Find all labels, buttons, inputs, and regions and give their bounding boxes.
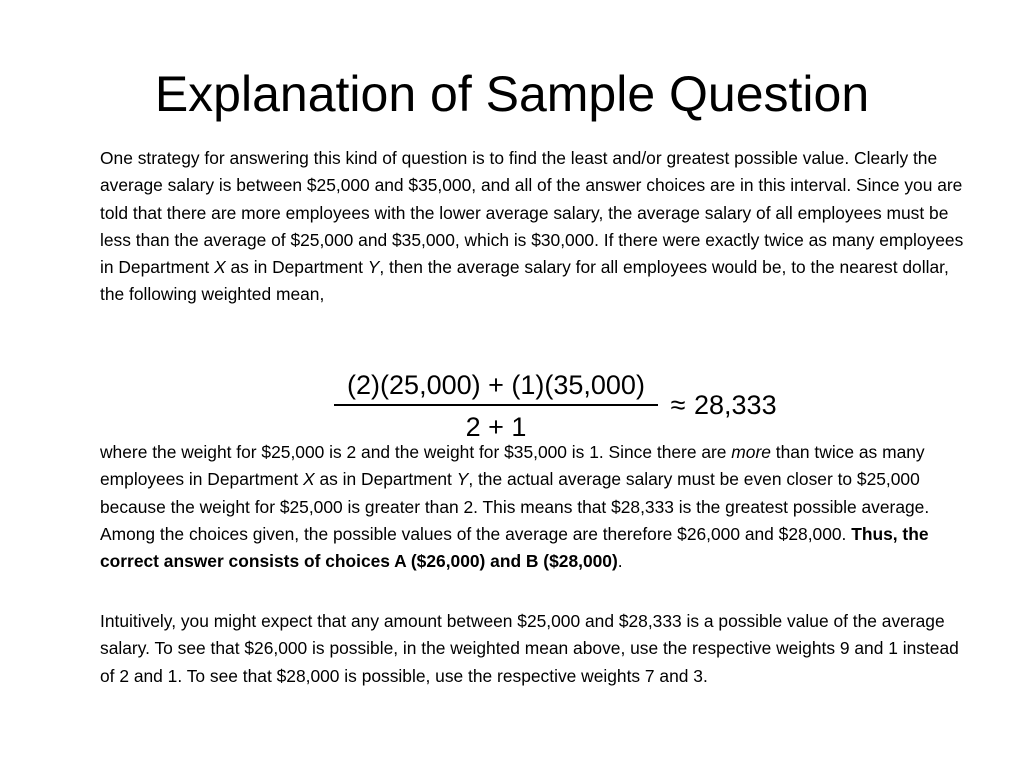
weighted-mean-formula	[330, 364, 800, 444]
department-x-label: X	[214, 257, 226, 278]
department-x-label: X	[303, 469, 315, 490]
department-y-label: Y	[456, 469, 469, 490]
correct-answer-statement: Thus, the correct answer consists of choices A ($26,000) and B ($28,000)	[100, 523, 929, 572]
slide-title: Explanation of Sample Question	[154, 66, 870, 122]
formula-result: 28,333	[694, 390, 777, 420]
paragraph-weights-end: .	[617, 551, 623, 572]
approx-symbol: ≈	[670, 390, 686, 420]
paragraph-intuition: Intuitively, you might expect that any amount between $25,000 and $28,333 is a possible value of the average salary. To see that $26,000 is possible, in the weighted mean above, use the respective weights 9 and 1 instead of 2 and 1. To see that $28,000 is possible, use the respective weights 7 and 3.	[100, 611, 959, 686]
paragraph-strategy-text-1: One strategy for answering this kind of question is to find the least and/or greatest possible value. Clearly the average salary is between $25,000 and $35,000, and all of the answer choices are in this interval. Since you are told that there are more employees with the lower average salary, the average salary of all employees must be less than the average of $25,000 and $35,000, which is $30,000. If there were exactly twice as many employees in Department	[100, 148, 964, 278]
paragraph-weights-text-1: where the weight for $25,000 is 2 and the weight for $35,000 is 1. Since there are	[100, 442, 732, 462]
paragraph-weights-text-2: than twice as many employees in Department	[100, 442, 925, 490]
paragraph-strategy-text-3: , then the average salary for all employees would be, to the nearest dollar, the following weighted mean,	[100, 257, 949, 305]
department-y-label: Y	[367, 257, 380, 278]
paragraph-weights-text-3: as in Department	[314, 469, 457, 490]
emphasis-more: more	[731, 442, 771, 462]
paragraph-weights	[100, 439, 970, 575]
formula-denominator: 2 + 1	[465, 412, 527, 442]
formula-numerator: (2)(25,000) + (1)(35,000)	[347, 370, 645, 400]
paragraph-strategy	[100, 145, 970, 309]
paragraph-weights-text-4: , the actual average salary must be even closer to $25,000 because the weight for $25,000 is greater than 2. This means that $28,333 is the greatest possible average. Among the choices given, the possible values of the average are therefore $26,000 and $28,000.	[100, 469, 930, 544]
paragraph-strategy-text-2: as in Department	[225, 257, 368, 278]
